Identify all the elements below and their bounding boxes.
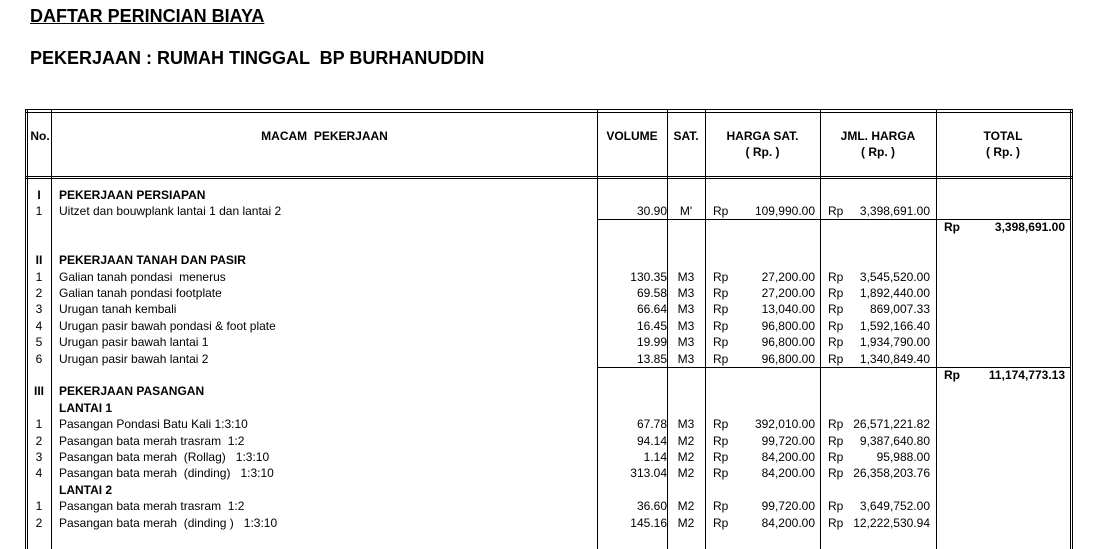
row-number: 4 [35, 466, 43, 481]
row-description: PEKERJAAN PASANGAN [59, 384, 205, 399]
header-harga-sat: HARGA SAT. ( Rp. ) [726, 129, 799, 159]
row-volume: 66.64 [636, 302, 667, 317]
header-sat: SAT. [673, 129, 699, 143]
row-description: Pasangan Pondasi Batu Kali 1:3:10 [59, 417, 248, 432]
table-row [25, 301, 1073, 317]
row-unit: M3 [677, 417, 695, 432]
row-description: Urugan pasir bawah lantai 2 [59, 351, 209, 366]
row-amount: 1,892,440.00 [859, 285, 930, 300]
row-amount: 1,934,790.00 [859, 335, 930, 350]
row-number: 2 [35, 433, 43, 448]
row-volume: 313.04 [630, 466, 667, 481]
row-currency-price: Rp [713, 203, 729, 218]
row-description: Galian tanah pondasi footplate [59, 285, 222, 300]
table-row [25, 383, 1073, 399]
row-unit-price: 109,990.00 [754, 203, 815, 218]
header-bottom-line [25, 176, 1073, 177]
row-number: 6 [35, 351, 43, 366]
table-row [25, 416, 1073, 432]
row-number: 1 [35, 499, 43, 514]
row-description: Pasangan bata merah (Rollag) 1:3:10 [59, 449, 270, 464]
row-amount: 26,358,203.76 [853, 466, 930, 481]
row-unit-price: 27,200.00 [761, 269, 815, 284]
table-row [25, 252, 1073, 268]
row-currency-amount: Rp [828, 449, 844, 464]
row-unit-price: 99,720.00 [761, 433, 815, 448]
row-unit: M2 [677, 466, 695, 481]
row-unit-price: 96,800.00 [761, 318, 815, 333]
row-volume: 69.58 [636, 285, 667, 300]
row-unit-price: 84,200.00 [761, 515, 815, 530]
row-currency-total: Rp [944, 220, 960, 235]
table-row [25, 285, 1073, 301]
row-description: LANTAI 2 [59, 482, 113, 497]
row-currency-amount: Rp [828, 515, 844, 530]
row-amount: 1,592,166.40 [859, 318, 930, 333]
row-currency-price: Rp [713, 433, 729, 448]
row-unit: M3 [677, 302, 695, 317]
row-amount: 9,387,640.80 [859, 433, 930, 448]
table-row [25, 236, 1073, 252]
row-currency-price: Rp [713, 269, 729, 284]
row-unit: M2 [677, 499, 695, 514]
header-no: No. [30, 129, 50, 143]
document-subtitle: PEKERJAAN : RUMAH TINGGAL BP BURHANUDDIN [30, 48, 485, 68]
document-title: DAFTAR PERINCIAN BIAYA [30, 6, 265, 26]
row-currency-amount: Rp [828, 285, 844, 300]
table-row [25, 318, 1073, 334]
table-row [25, 351, 1073, 367]
row-unit-price: 13,040.00 [761, 302, 815, 317]
row-amount: 3,545,520.00 [859, 269, 930, 284]
row-unit: M2 [677, 433, 695, 448]
row-description: Galian tanah pondasi menerus [59, 269, 226, 284]
row-description: Pasangan bata merah (dinding ) 1:3:10 [59, 515, 278, 530]
row-currency-price: Rp [713, 351, 729, 366]
table-row [25, 400, 1073, 416]
table-row [25, 367, 1073, 383]
table-row [25, 498, 1073, 514]
row-currency-amount: Rp [828, 351, 844, 366]
row-unit: M3 [677, 318, 695, 333]
row-amount: 1,340,849.40 [859, 351, 930, 366]
row-volume: 36.60 [636, 499, 667, 514]
row-description: Pasangan bata merah (dinding) 1:3:10 [59, 466, 274, 481]
row-unit: M3 [677, 335, 695, 350]
table-row [25, 187, 1073, 203]
row-amount: 3,649,752.00 [859, 499, 930, 514]
row-amount: 12,222,530.94 [853, 515, 930, 530]
row-description: Urugan pasir bawah lantai 1 [59, 335, 209, 350]
row-unit-price: 84,200.00 [761, 449, 815, 464]
row-number: I [37, 187, 41, 202]
row-unit: M2 [677, 449, 695, 464]
row-currency-amount: Rp [828, 269, 844, 284]
row-unit-price: 84,200.00 [761, 466, 815, 481]
row-currency-amount: Rp [828, 335, 844, 350]
row-currency-price: Rp [713, 335, 729, 350]
row-description: Pasangan bata merah trasram 1:2 [59, 499, 245, 514]
row-currency-amount: Rp [828, 417, 844, 432]
row-currency-total: Rp [944, 367, 960, 382]
row-currency-amount: Rp [828, 499, 844, 514]
row-number: 2 [35, 285, 43, 300]
row-volume: 130.35 [630, 269, 667, 284]
table-border-top [25, 109, 1073, 110]
row-currency-amount: Rp [828, 318, 844, 333]
table-row [25, 219, 1073, 235]
row-currency-price: Rp [713, 449, 729, 464]
header-bottom-line-inner [25, 178, 1073, 179]
row-unit-price: 96,800.00 [761, 335, 815, 350]
row-currency-price: Rp [713, 302, 729, 317]
row-volume: 1.14 [643, 449, 667, 464]
row-amount: 869,007.33 [869, 302, 930, 317]
row-number: III [33, 384, 44, 399]
row-currency-price: Rp [713, 285, 729, 300]
row-unit-price: 392,010.00 [754, 417, 815, 432]
row-volume: 94.14 [636, 433, 667, 448]
row-number: 5 [35, 335, 43, 350]
row-volume: 13.85 [636, 351, 667, 366]
row-description: LANTAI 1 [59, 400, 113, 415]
row-currency-price: Rp [713, 318, 729, 333]
row-unit: M' [679, 203, 693, 218]
row-number: 2 [35, 515, 43, 530]
row-number: 1 [35, 269, 43, 284]
row-currency-amount: Rp [828, 466, 844, 481]
table-border-top-inner [25, 112, 1073, 113]
table-row [25, 449, 1073, 465]
cost-table [25, 109, 1073, 549]
row-description: Urugan pasir bawah pondasi & foot plate [59, 318, 276, 333]
row-unit: M3 [677, 351, 695, 366]
row-amount: 95,988.00 [876, 449, 930, 464]
header-total: TOTAL ( Rp. ) [983, 129, 1023, 159]
row-amount: 3,398,691.00 [859, 203, 930, 218]
row-unit: M2 [677, 515, 695, 530]
table-row [25, 433, 1073, 449]
header-volume: VOLUME [606, 129, 658, 143]
row-volume: 19.99 [636, 335, 667, 350]
row-currency-price: Rp [713, 466, 729, 481]
row-volume: 16.45 [636, 318, 667, 333]
table-row [25, 515, 1073, 531]
row-unit-price: 99,720.00 [761, 499, 815, 514]
row-description: Urugan tanah kembali [59, 302, 177, 317]
row-description: Uitzet dan bouwplank lantai 1 dan lantai 2 [59, 203, 282, 218]
row-total: 3,398,691.00 [994, 220, 1065, 235]
row-number: 3 [35, 302, 43, 317]
row-unit: M3 [677, 285, 695, 300]
table-row [25, 203, 1073, 219]
row-unit-price: 96,800.00 [761, 351, 815, 366]
row-currency-price: Rp [713, 515, 729, 530]
row-currency-price: Rp [713, 499, 729, 514]
row-currency-price: Rp [713, 417, 729, 432]
row-description: PEKERJAAN PERSIAPAN [59, 187, 206, 202]
row-number: 1 [35, 417, 43, 432]
row-currency-amount: Rp [828, 433, 844, 448]
row-currency-amount: Rp [828, 302, 844, 317]
table-row [25, 334, 1073, 350]
row-number: 3 [35, 449, 43, 464]
row-number: 1 [35, 203, 43, 218]
row-amount: 26,571,221.82 [853, 417, 930, 432]
row-number: 4 [35, 318, 43, 333]
row-volume: 67.78 [636, 417, 667, 432]
row-unit-price: 27,200.00 [761, 285, 815, 300]
table-row [25, 482, 1073, 498]
table-row [25, 465, 1073, 481]
row-number: II [35, 253, 43, 268]
row-volume: 30.90 [636, 203, 667, 218]
row-unit: M3 [677, 269, 695, 284]
header-macam: MACAM PEKERJAAN [261, 129, 388, 143]
row-description: PEKERJAAN TANAH DAN PASIR [59, 253, 246, 268]
row-currency-amount: Rp [828, 203, 844, 218]
row-description: Pasangan bata merah trasram 1:2 [59, 433, 245, 448]
table-row [25, 269, 1073, 285]
row-volume: 145.16 [630, 515, 667, 530]
header-jml-harga: JML. HARGA ( Rp. ) [840, 129, 916, 159]
row-total: 11,174,773.13 [988, 367, 1065, 382]
